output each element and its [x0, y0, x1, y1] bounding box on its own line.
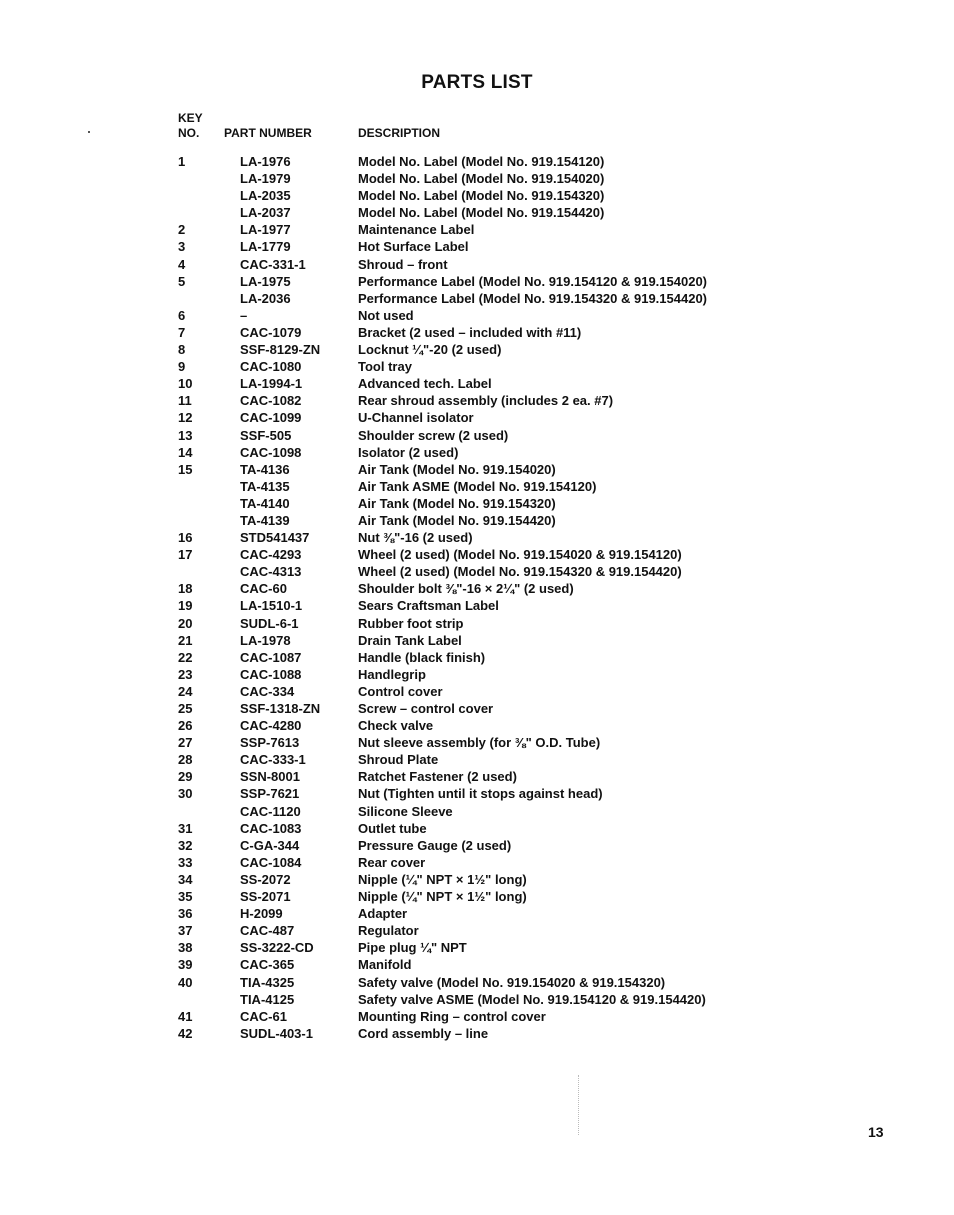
part-number: CAC-1082: [240, 393, 302, 409]
key-number: 3: [178, 239, 186, 255]
part-number: CAC-1098: [240, 444, 302, 460]
table-row: [0, 495, 954, 512]
header-key-no: [178, 111, 203, 141]
part-number: CAC-4280: [240, 718, 302, 734]
part-number: CAC-331-1: [240, 256, 306, 272]
part-description: Air Tank ASME (Model No. 919.154120): [358, 478, 597, 494]
part-description: Nipple (¼" NPT × 1½" long): [358, 889, 527, 905]
key-number: 15: [178, 461, 193, 477]
part-description: Locknut ¼"-20 (2 used): [358, 342, 502, 358]
table-row: [0, 221, 954, 238]
part-description: Bracket (2 used – included with #11): [358, 324, 582, 340]
part-number: LA-1994-1: [240, 376, 303, 392]
key-number: 39: [178, 957, 193, 973]
key-number: 14: [178, 444, 193, 460]
part-number: TIA-4125: [240, 991, 295, 1007]
part-description: Model No. Label (Model No. 919.154120): [358, 154, 605, 169]
part-number: CAC-334: [240, 683, 295, 699]
table-row: [0, 273, 954, 290]
part-description: Isolator (2 used): [358, 444, 459, 460]
part-description: Shoulder screw (2 used): [358, 427, 509, 443]
table-row: [0, 546, 954, 563]
part-description: Handle (black finish): [358, 649, 486, 665]
key-number: 22: [178, 649, 193, 665]
scan-speck: [88, 131, 90, 133]
table-row: [0, 1025, 954, 1042]
key-number: 9: [178, 359, 186, 375]
part-description: Sears Craftsman Label: [358, 598, 499, 614]
part-number: LA-1977: [240, 222, 291, 238]
part-number: CAC-4293: [240, 547, 302, 563]
part-description: Model No. Label (Model No. 919.154420): [358, 205, 605, 221]
key-number: 20: [178, 615, 193, 631]
part-number: TIA-4325: [240, 974, 295, 990]
part-description: Silicone Sleeve: [358, 803, 453, 819]
part-description: Nut (Tighten until it stops against head): [358, 786, 603, 802]
key-number: 23: [178, 666, 193, 682]
part-description: Shroud Plate: [358, 752, 439, 768]
part-description: Tool tray: [358, 359, 412, 375]
table-row: [0, 666, 954, 683]
scan-artifact-line: [578, 1075, 580, 1135]
part-number: SS-3222-CD: [240, 940, 314, 956]
part-number: SS-2072: [240, 871, 291, 887]
part-description: Outlet tube: [358, 820, 427, 836]
table-row: [0, 888, 954, 905]
key-number: 42: [178, 1025, 193, 1041]
table-row: [0, 632, 954, 649]
part-number: CAC-1083: [240, 820, 302, 836]
part-description: Check valve: [358, 718, 434, 734]
parts-table: [0, 153, 954, 1042]
part-description: Pipe plug ¼" NPT: [358, 940, 467, 956]
key-number: 30: [178, 786, 193, 802]
part-description: Rear cover: [358, 854, 426, 870]
part-number: LA-2037: [240, 205, 291, 221]
key-number: 34: [178, 871, 193, 887]
part-number: SS-2071: [240, 889, 291, 905]
key-number: 27: [178, 735, 193, 751]
table-row: [0, 1008, 954, 1025]
part-description: Regulator: [358, 923, 419, 939]
page-title: PARTS LIST: [421, 72, 533, 93]
part-number: SUDL-6-1: [240, 615, 299, 631]
part-number: SSP-7621: [240, 786, 300, 802]
part-description: Performance Label (Model No. 919.154320 & 919.154420): [358, 290, 708, 306]
page-number: 13: [868, 1124, 884, 1140]
table-row: [0, 820, 954, 837]
table-row: [0, 187, 954, 204]
table-row: [0, 734, 954, 751]
key-number: 8: [178, 342, 186, 358]
table-row: [0, 939, 954, 956]
part-number: CAC-61: [240, 1008, 287, 1024]
table-row: [0, 170, 954, 187]
key-number: 10: [178, 376, 193, 392]
key-number: 11: [178, 393, 192, 409]
table-row: [0, 324, 954, 341]
part-number: CAC-487: [240, 923, 295, 939]
part-description: Wheel (2 used) (Model No. 919.154020 & 919.154120): [358, 547, 682, 563]
key-number: 28: [178, 752, 193, 768]
part-description: Wheel (2 used) (Model No. 919.154320 & 919.154420): [358, 564, 682, 580]
table-row: [0, 461, 954, 478]
key-number: 33: [178, 854, 193, 870]
table-row: [0, 854, 954, 871]
table-row: [0, 751, 954, 768]
part-number: SUDL-403-1: [240, 1025, 313, 1041]
part-description: Pressure Gauge (2 used): [358, 837, 512, 853]
table-row: [0, 153, 954, 170]
key-number: 1: [178, 154, 186, 169]
part-number: LA-1978: [240, 632, 291, 648]
key-number: 17: [178, 547, 193, 563]
table-row: [0, 922, 954, 939]
table-row: [0, 512, 954, 529]
table-row: [0, 717, 954, 734]
part-number: C-GA-344: [240, 837, 300, 853]
part-description: Adapter: [358, 906, 408, 922]
part-number: TA-4140: [240, 495, 290, 511]
table-row: [0, 905, 954, 922]
table-row: [0, 580, 954, 597]
key-number: 19: [178, 598, 193, 614]
part-number: CAC-1120: [240, 803, 301, 819]
part-number: CAC-333-1: [240, 752, 306, 768]
part-description: Model No. Label (Model No. 919.154320): [358, 188, 605, 204]
part-description: Rear shroud assembly (includes 2 ea. #7): [358, 393, 614, 409]
table-row: [0, 956, 954, 973]
table-row: [0, 427, 954, 444]
table-row: [0, 341, 954, 358]
part-description: Model No. Label (Model No. 919.154020): [358, 171, 605, 187]
table-row: [0, 290, 954, 307]
part-description: Ratchet Fastener (2 used): [358, 769, 517, 785]
key-number: 26: [178, 718, 193, 734]
part-description: U-Channel isolator: [358, 410, 474, 426]
key-number: 2: [178, 222, 186, 238]
part-description: Performance Label (Model No. 919.154120 & 919.154020): [358, 273, 708, 289]
part-number: STD541437: [240, 530, 310, 546]
part-description: Screw – control cover: [358, 701, 494, 716]
part-description: Safety valve (Model No. 919.154020 & 919.154320): [358, 974, 666, 990]
key-number: 24: [178, 683, 193, 699]
part-number: CAC-4313: [240, 564, 302, 580]
part-description: Advanced tech. Label: [358, 376, 492, 392]
part-number: SSF-8129-ZN: [240, 342, 321, 358]
part-number: LA-2035: [240, 188, 291, 204]
key-number: 36: [178, 906, 193, 922]
key-number: 38: [178, 940, 193, 956]
table-row: [0, 768, 954, 785]
part-number: LA-1979: [240, 171, 291, 187]
key-number: 40: [178, 974, 193, 990]
table-row: [0, 683, 954, 700]
part-description: Air Tank (Model No. 919.154420): [358, 512, 556, 528]
part-description: Drain Tank Label: [358, 632, 462, 648]
part-number: SSN-8001: [240, 769, 300, 785]
table-row: [0, 563, 954, 580]
part-number: LA-1510-1: [240, 598, 303, 614]
table-row: [0, 615, 954, 632]
part-number: LA-1976: [240, 154, 291, 169]
table-row: [0, 991, 954, 1008]
part-description: Not used: [358, 307, 414, 323]
part-number: –: [240, 307, 248, 323]
part-number: TA-4135: [240, 478, 290, 494]
part-description: Air Tank (Model No. 919.154320): [358, 495, 556, 511]
part-number: SSP-7613: [240, 735, 300, 751]
part-description: Shoulder bolt ⅜"-16 × 2¼" (2 used): [358, 581, 574, 597]
part-number: H-2099: [240, 906, 283, 922]
part-number: CAC-1088: [240, 666, 302, 682]
table-row: [0, 307, 954, 324]
table-row: [0, 256, 954, 273]
part-number: CAC-1079: [240, 324, 302, 340]
part-number: LA-1779: [240, 239, 291, 255]
part-number: CAC-365: [240, 957, 295, 973]
table-row: [0, 871, 954, 888]
table-row: [0, 529, 954, 546]
table-row: [0, 478, 954, 495]
key-number: 7: [178, 324, 186, 340]
part-number: TA-4136: [240, 461, 290, 477]
part-description: Cord assembly – line: [358, 1025, 489, 1041]
key-number: 13: [178, 427, 193, 443]
header-description: DESCRIPTION: [358, 126, 441, 140]
key-number: 32: [178, 837, 193, 853]
header-key-line2: NO.: [178, 126, 200, 140]
key-number: 29: [178, 769, 193, 785]
part-description: Rubber foot strip: [358, 615, 464, 631]
part-number: CAC-1087: [240, 649, 302, 665]
part-description: Hot Surface Label: [358, 239, 469, 255]
table-row: [0, 392, 954, 409]
part-description: Air Tank (Model No. 919.154020): [358, 461, 556, 477]
table-row: [0, 803, 954, 820]
header-part-number: PART NUMBER: [224, 126, 312, 140]
table-row: [0, 837, 954, 854]
table-row: [0, 238, 954, 255]
part-description: Safety valve ASME (Model No. 919.154120 & 919.154420): [358, 991, 706, 1007]
key-number: 5: [178, 273, 186, 289]
part-description: Nipple (¼" NPT × 1½" long): [358, 871, 527, 887]
key-number: 18: [178, 581, 193, 597]
key-number: 16: [178, 530, 193, 546]
table-row: [0, 409, 954, 426]
part-number: SSF-1318-ZN: [240, 701, 321, 716]
part-description: Shroud – front: [358, 256, 448, 272]
table-row: [0, 444, 954, 461]
key-number: 41: [178, 1008, 193, 1024]
key-number: 21: [178, 632, 193, 648]
table-row: [0, 597, 954, 614]
part-description: Maintenance Label: [358, 222, 475, 238]
part-description: Handlegrip: [358, 666, 426, 682]
key-number: 6: [178, 307, 186, 323]
part-number: CAC-1084: [240, 854, 302, 870]
table-row: [0, 358, 954, 375]
part-number: CAC-60: [240, 581, 287, 597]
key-number: 35: [178, 889, 193, 905]
table-row: [0, 785, 954, 802]
part-number: CAC-1080: [240, 359, 302, 375]
table-row: [0, 204, 954, 221]
key-number: 12: [178, 410, 193, 426]
part-description: Manifold: [358, 957, 412, 973]
key-number: 31: [178, 820, 193, 836]
key-number: 4: [178, 256, 186, 272]
part-number: LA-2036: [240, 290, 291, 306]
table-row: [0, 700, 954, 717]
part-number: TA-4139: [240, 512, 290, 528]
part-description: Mounting Ring – control cover: [358, 1008, 546, 1024]
key-number: 25: [178, 701, 193, 716]
table-row: [0, 974, 954, 991]
part-description: Nut sleeve assembly (for ⅜" O.D. Tube): [358, 735, 601, 751]
part-number: SSF-505: [240, 427, 292, 443]
key-number: 37: [178, 923, 193, 939]
table-row: [0, 375, 954, 392]
part-number: LA-1975: [240, 273, 291, 289]
part-number: CAC-1099: [240, 410, 302, 426]
header-key-line1: KEY: [178, 111, 203, 125]
part-description: Nut ⅜"-16 (2 used): [358, 530, 473, 546]
part-description: Control cover: [358, 683, 443, 699]
table-row: [0, 649, 954, 666]
